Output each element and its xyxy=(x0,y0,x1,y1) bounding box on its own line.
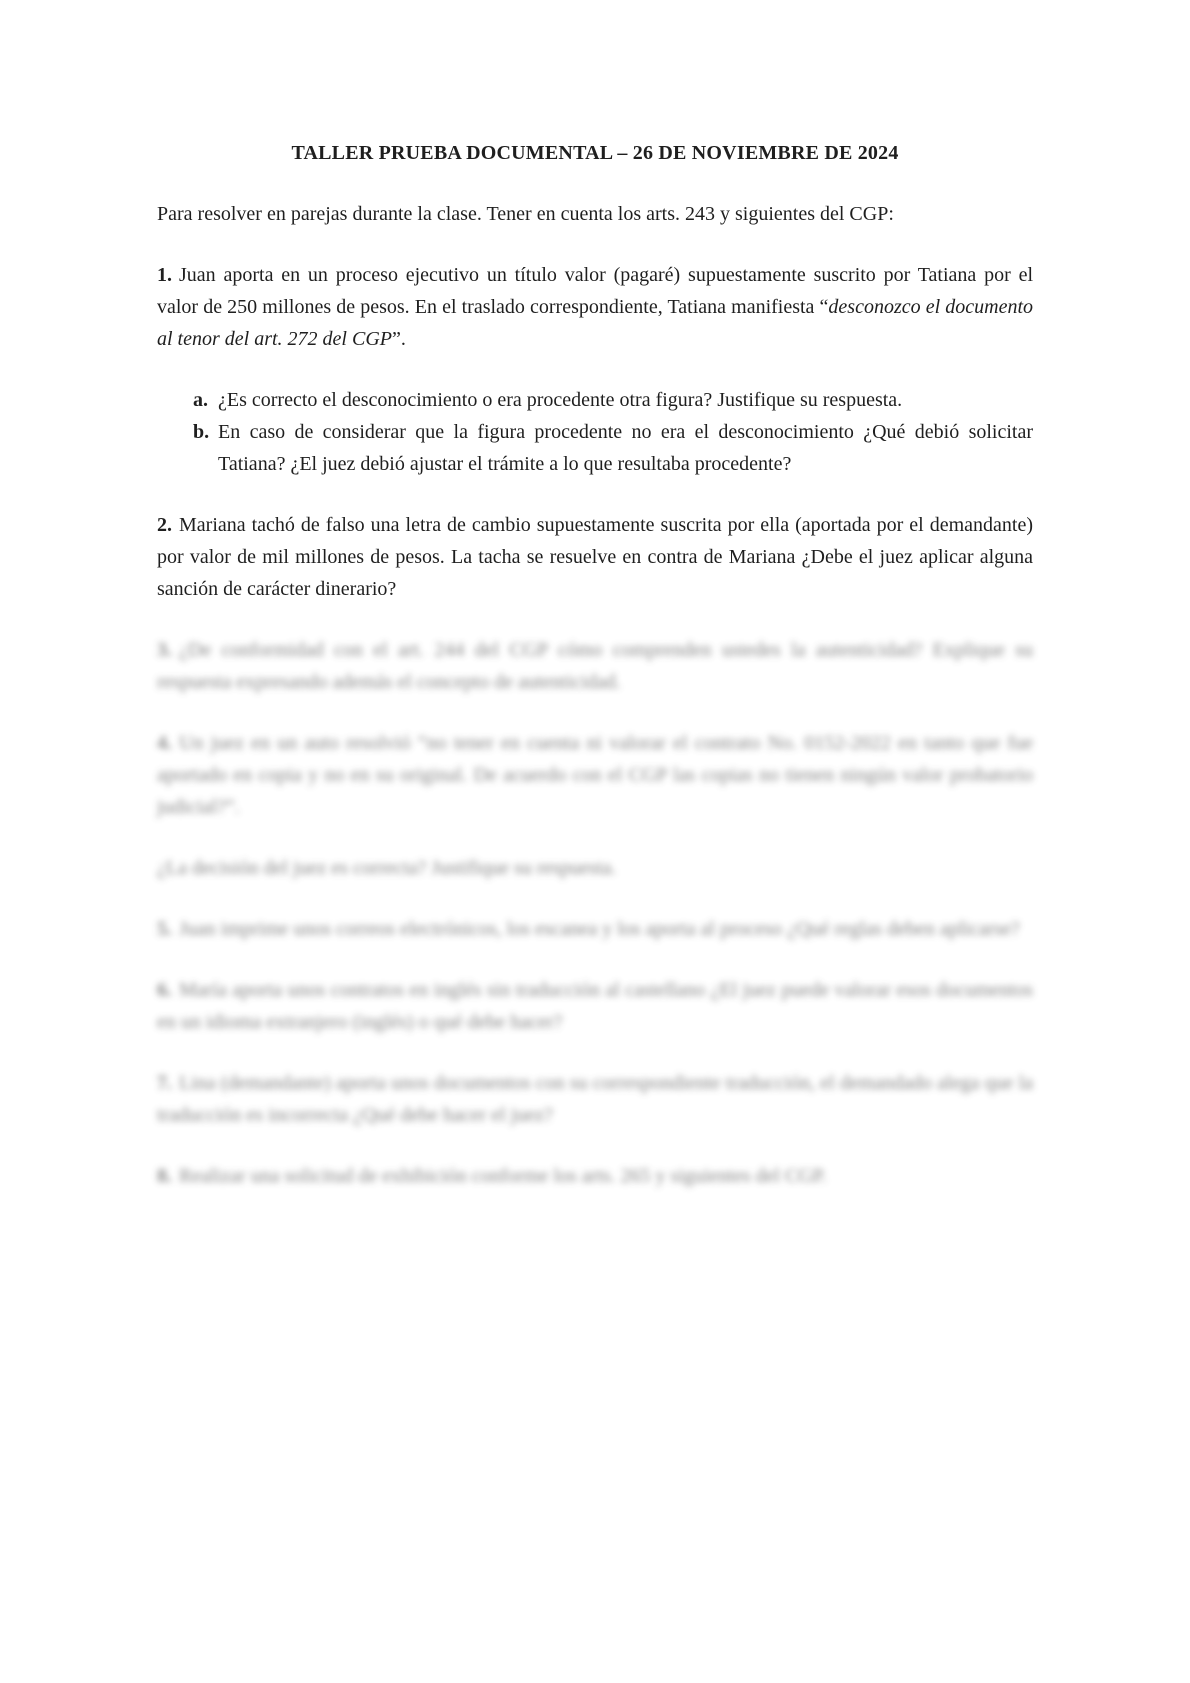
subitem-a-text: ¿Es correcto el desconocimiento o era procedente otra figura? Justifique su respuesta. xyxy=(218,389,903,411)
intro-paragraph: Para resolver en parejas durante la clase. Tener en cuenta los arts. 243 y siguientes del CGP: xyxy=(157,203,894,225)
question-3-number: 3. xyxy=(157,639,172,661)
question-1-text: Juan aporta en un proceso ejecutivo un título valor (pagaré) supuestamente suscrito por Tatiana por el valor de 250 millones de pesos. En el traslado correspondiente, Tatiana manifiesta “ xyxy=(157,264,1033,318)
question-1 xyxy=(157,259,1033,355)
question-2-text: Mariana tachó de falso una letra de cambio supuestamente suscrita por ella (aportada por el demandante) por valor de mil millones de pesos. La tacha se resuelve en contra de Mariana ¿Debe el juez aplicar alguna sanción de carácter dinerario? xyxy=(157,514,1033,600)
question-4-followup-text: ¿La decisión del juez es correcta? Justifique su respuesta. xyxy=(157,857,617,879)
question-5-blurred xyxy=(157,913,1033,945)
subitem-b xyxy=(157,416,1033,480)
question-1-text-after: ”. xyxy=(391,328,406,350)
question-2-number: 2. xyxy=(157,514,172,536)
question-5-text: Juan imprime unos correos electrónicos, los escanea y los aporta al proceso ¿Qué reglas deben aplicarse? xyxy=(179,918,1020,940)
question-1-sublist xyxy=(157,384,1033,480)
subitem-b-label: b. xyxy=(193,421,210,443)
question-8-text: Realizar una solicitud de exhibición conforme los arts. 265 y siguientes del CGP. xyxy=(179,1165,827,1187)
question-4-followup-blurred xyxy=(157,852,1033,884)
question-4-number: 4. xyxy=(157,732,172,754)
question-6-text: María aporta unos contratos en inglés sin traducción al castellano ¿El juez puede valorar esos documentos en un idioma extranjero (inglés) o qué debe hacer? xyxy=(157,979,1033,1033)
question-5-number: 5. xyxy=(157,918,172,940)
question-7-number: 7. xyxy=(157,1072,172,1094)
question-4-text: Un juez en un auto resolvió “no tener en cuenta ni valorar el contrato No. 0152-2022 en tanto que fue aportado en copia y no en su original. De acuerdo con el CGP las copias no tienen ningún valor probatorio judicial?”. xyxy=(157,732,1033,818)
subitem-a xyxy=(157,384,1033,416)
question-3-text: ¿De conformidad con el art. 244 del CGP cómo comprenden ustedes la autenticidad? Explique su respuesta expresando además el concepto de autenticidad. xyxy=(157,639,1033,693)
question-3-blurred xyxy=(157,634,1033,698)
question-7-text: Lina (demandante) aporta unos documentos con su correspondiente traducción, el demandado alega que la traducción es incorrecta ¿Qué debe hacer el juez? xyxy=(157,1072,1033,1126)
subitem-b-text: En caso de considerar que la figura procedente no era el desconocimiento ¿Qué debió solicitar Tatiana? ¿El juez debió ajustar el trámite a lo que resultaba procedente? xyxy=(218,421,1033,475)
question-6-number: 6. xyxy=(157,979,172,1001)
question-8-blurred xyxy=(157,1160,1033,1192)
question-6-blurred xyxy=(157,974,1033,1038)
question-8-number: 8. xyxy=(157,1165,172,1187)
subitem-a-label: a. xyxy=(193,389,208,411)
question-4-blurred xyxy=(157,727,1033,823)
question-1-quote: desconozco el documento al tenor del art. 272 del CGP xyxy=(157,296,1034,350)
question-2 xyxy=(157,509,1033,605)
document-title: TALLER PRUEBA DOCUMENTAL – 26 DE NOVIEMBRE DE 2024 xyxy=(291,142,899,164)
question-7-blurred xyxy=(157,1067,1033,1131)
question-1-number: 1. xyxy=(157,264,172,286)
